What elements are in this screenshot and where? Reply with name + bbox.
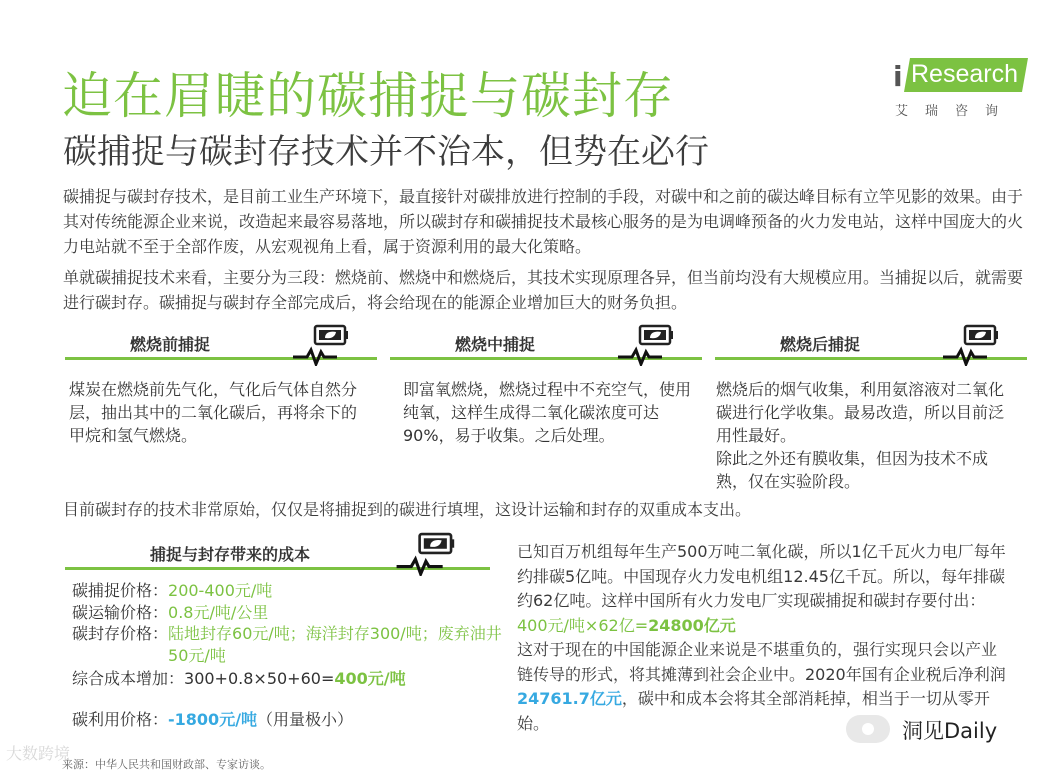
logo-letter: i [893, 60, 903, 93]
stage-header-during [390, 324, 702, 364]
logo-word: Research [911, 60, 1018, 88]
iresearch-logo [893, 54, 1033, 124]
source-note: 来源：中华人民共和国财政部、专家访谈。 [62, 758, 271, 771]
analysis-text-run: 已知百万机组每年生产500万吨二氧化碳，所以1亿千瓦火力电厂每年约排碳5亿吨。中国现存火力发电机组12.45亿千瓦。所以，每年排碳约62亿吨。这样中国所有火力发电厂实现碳捕捉和碳封存要付出： [517, 542, 1006, 610]
battery-leaf-icon [293, 324, 353, 366]
stage-desc-post-extra: 除此之外还有膜收集，但因为技术不成熟，仅在实验阶段。 [716, 449, 989, 491]
stage-desc-during: 即富氧燃烧，燃烧过程中不充空气，使用纯氧，这样生成得二氧化碳浓度可达90%，易于收集。之后处理。 [403, 380, 692, 445]
cost-value: 0.8元/吨/公里 [168, 602, 269, 622]
logo-cn: 艾瑞咨询 [895, 104, 1016, 119]
cost-label: 碳捕捉价格： [72, 581, 169, 600]
battery-leaf-icon [393, 532, 463, 576]
battery-leaf-icon [618, 324, 678, 366]
cost-label: 碳运输价格： [72, 602, 169, 622]
cost-heading: 捕捉与封存带来的成本 [149, 545, 310, 564]
soe-profit-value: 24761.7亿元 [517, 689, 622, 708]
stage-desc-post [716, 378, 1016, 493]
intro-paragraph: 碳捕捉与碳封存技术，是目前工业生产环境下，最直接针对碳排放进行控制的手段，对碳中和之前的碳达峰目标有立竿见影的效果。由于其对传统能源企业来说，改造起来最容易落地，所以碳封存和碳捕捉技术最核心服务的是为电调峰预备的火力发电站，这样中国庞大的火力电站就不至于全部作废，从宏观视角上看，属于资源利用的最大化策略。 [63, 187, 1024, 256]
watermark-text: 洞见Daily [898, 715, 1001, 745]
cost-row-storage [72, 623, 502, 666]
wechat-icon [846, 715, 890, 743]
watermark-left: 大数跨境 [6, 744, 71, 763]
cost-value: 200-400元/吨 [168, 581, 273, 600]
cost-value: 陆地封存60元/吨；海洋封存300/吨；废弃油井50元/吨 [168, 624, 502, 665]
heartbeat-pulse-icon [293, 350, 337, 364]
battery-leaf-icon [943, 324, 1003, 366]
analysis-text [517, 540, 1007, 736]
page-title: 迫在眉睫的碳捕捉与碳封存 [62, 67, 674, 125]
stage-label: 燃烧中捕捉 [454, 335, 535, 354]
capture-overview-paragraph: 单就碳捕捉技术来看，主要分为三段：燃烧前、燃烧中和燃烧后，其技术实现原理各异，但当前均没有大规模应用。当捕捉以后，就需要进行碳封存。碳捕捉与碳封存全部完成后，将会给现在的能源企业增加巨大的财务负担。 [63, 268, 1024, 312]
cost-expression: 300+0.8×50+60= [184, 669, 335, 688]
analysis-text-run: 这对于现在的中国能源企业来说是不堪重负的，强行实现只会以产业链传导的形式，将其摊薄到社会企业中。2020年国有企业税后净利润 [517, 640, 1006, 684]
cost-row-transport [72, 602, 502, 624]
storage-note: 目前碳封存的技术非常原始，仅仅是将捕捉到的碳进行填埋，这设计运输和封存的双重成本支出。 [63, 500, 752, 519]
watermark-right [846, 711, 1026, 747]
cost-header [65, 532, 490, 576]
cost-total-value: 400元/吨 [334, 669, 406, 688]
stage-desc-post-main: 燃烧后的烟气收集，利用氨溶液对二氧化碳进行化学收集。最易改造，所以目前泛用性最好。 [716, 380, 1005, 445]
cost-label: 碳利用价格： [72, 709, 169, 729]
heartbeat-pulse-icon [943, 350, 987, 364]
cost-label: 碳封存价格： [72, 624, 169, 643]
cost-row-total [72, 668, 502, 690]
heartbeat-pulse-icon [397, 559, 443, 574]
cost-list [72, 580, 502, 730]
cost-row-capture [72, 580, 502, 602]
cost-label: 综合成本增加： [72, 669, 185, 688]
stage-desc-pre: 煤炭在燃烧前先气化，气化后气体自然分层，抽出其中的二氧化碳后，再将余下的甲烷和氢气燃烧。 [69, 380, 358, 445]
page-subtitle: 碳捕捉与碳封存技术并不治本，但势在必行 [63, 132, 709, 172]
cost-row-use [72, 709, 502, 731]
stage-header-post [715, 324, 1027, 364]
cost-use-note: （用量极小） [257, 709, 354, 729]
analysis-text-run: ，碳中和成本会将其全部消耗掉，相当于一切从零开始。 [517, 689, 990, 733]
stage-label: 燃烧后捕捉 [779, 335, 860, 354]
analysis-paragraph-1 [517, 540, 1007, 638]
cost-use-value: -1800元/吨 [168, 709, 258, 729]
stage-header-pre [65, 324, 377, 364]
heartbeat-pulse-icon [618, 350, 662, 364]
calc-expression: 400元/吨×62亿= [517, 615, 649, 635]
calc-result: 24800亿元 [648, 615, 736, 635]
stage-label: 燃烧前捕捉 [129, 335, 210, 354]
